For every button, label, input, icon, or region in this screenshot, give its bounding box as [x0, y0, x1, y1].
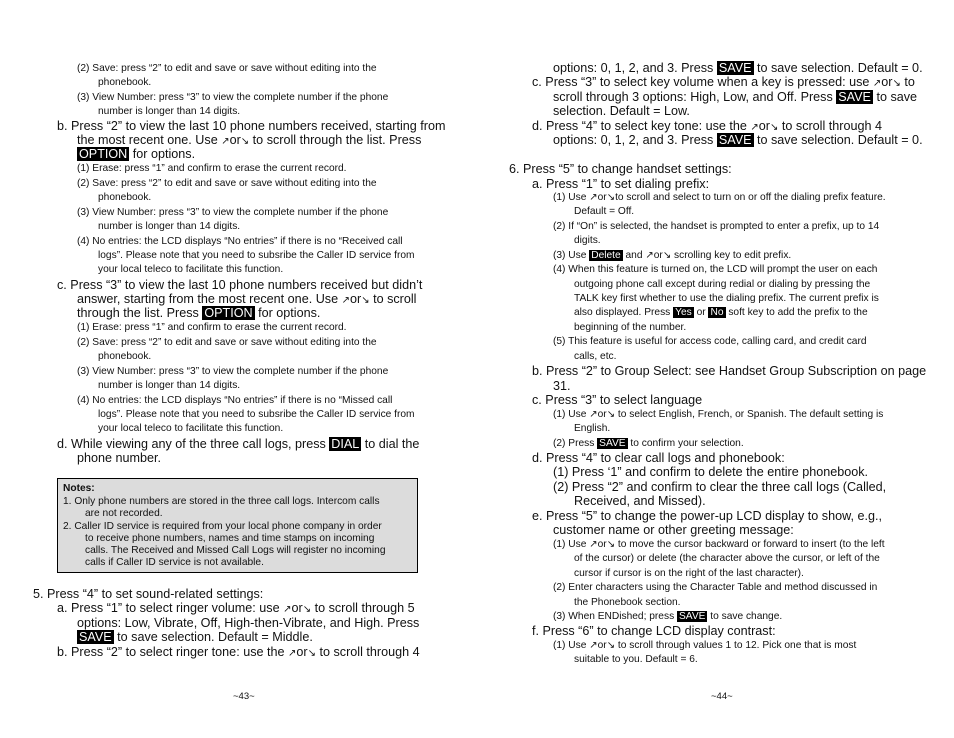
text-line: suitable to you. Default = 6.: [574, 654, 698, 665]
text-line: 6. Press “5” to change handset settings:: [509, 162, 732, 176]
option-key: OPTION: [79, 147, 128, 161]
text-line: Default = Off.: [574, 206, 635, 217]
down-arrow-icon: ↘: [606, 192, 616, 203]
text-line: (1) Use ↗or↘to scroll and select to turn on or off the dialing prefix feature.: [553, 192, 886, 203]
text-line: SAVE to save selection. Default = Middle.: [79, 630, 313, 644]
text-line: c. Press “3” to select language: [532, 393, 703, 407]
text-line: phonebook.: [98, 192, 152, 203]
text-line: (2) Save: press “2” to edit and save or save without editing into the: [77, 337, 377, 348]
yes-key: Yes: [675, 307, 692, 318]
text-line: (1) Press ‘1” and confirm to delete the entire phonebook.: [553, 465, 869, 479]
text-line: options: 0, 1, 2, and 3. Press SAVE to save selection. Default = 0.: [553, 133, 923, 147]
notes-box: [57, 478, 418, 573]
text-line: f. Press “6” to change LCD display contrast:: [532, 624, 776, 638]
text-line: 31.: [553, 379, 571, 393]
text-line: (2) Press “2” and confirm to clear the three call logs (Called,: [553, 480, 887, 494]
down-arrow-icon: ↘: [662, 250, 672, 261]
text-line: Received, and Missed).: [574, 494, 706, 508]
text-line: phonebook.: [98, 351, 152, 362]
text-line: (4) When this feature is turned on, the LCD will prompt the user on each: [553, 264, 878, 275]
note-line: 1. Only phone numbers are stored in the three call logs. Intercom calls: [63, 496, 380, 507]
text-line: calls, etc.: [574, 351, 617, 362]
text-line: phone number.: [77, 451, 162, 465]
text-line: the Phonebook section.: [574, 597, 681, 608]
text-line: c. Press “3” to select key volume when a key is pressed: use ↗or↘ to: [532, 75, 915, 89]
text-line: TALK key first whether to use the dialing prefix. The current prefix is: [574, 293, 879, 304]
up-arrow-icon: ↗: [221, 136, 230, 147]
option-key: OPTION: [204, 306, 253, 320]
text-line: cursor if cursor is on the right of the last character).: [574, 568, 804, 579]
text-line: b. Press “2” to Group Select: see Handset Group Subscription on page: [532, 364, 927, 378]
text-line: phonebook.: [98, 77, 152, 88]
up-arrow-icon: ↗: [283, 604, 292, 615]
down-arrow-icon: ↘: [606, 409, 616, 420]
text-line: d. While viewing any of the three call logs, press DIAL to dial the: [57, 437, 420, 451]
up-arrow-icon: ↗: [589, 192, 598, 203]
text-line: (1) Use ↗or↘ to select English, French, or Spanish. The default setting is: [553, 409, 884, 420]
note-line: calls. The Received and Missed Call Logs will register no incoming: [85, 545, 386, 556]
text-line: through the list. Press OPTION for options.: [77, 306, 321, 320]
text-line: selection. Default = Low.: [553, 104, 690, 118]
text-line: beginning of the number.: [574, 322, 687, 333]
page-number: ~43~: [233, 691, 255, 702]
save-key: SAVE: [718, 133, 752, 147]
delete-key: Delete: [591, 250, 621, 261]
text-line: (2) If “On” is selected, the handset is prompted to enter a prefix, up to 14: [553, 221, 880, 232]
text-line: (1) Erase: press “1” and confirm to erase the current record.: [77, 322, 347, 333]
save-key: SAVE: [838, 90, 871, 104]
save-key: SAVE: [718, 61, 752, 75]
text-line: (3) Use Delete and ↗or↘ scrolling key to edit prefix.: [553, 250, 792, 261]
down-arrow-icon: ↘: [770, 122, 779, 133]
up-arrow-icon: ↗: [645, 250, 654, 261]
down-arrow-icon: ↘: [307, 648, 316, 659]
text-line: logs”. Please note that you need to subsribe the Caller ID service from: [98, 250, 415, 261]
text-line: (1) Erase: press “1” and confirm to erase the current record.: [77, 163, 347, 174]
text-line: number is longer than 14 digits.: [98, 380, 241, 391]
up-arrow-icon: ↗: [589, 539, 598, 550]
up-arrow-icon: ↗: [750, 122, 759, 133]
down-arrow-icon: ↘: [240, 136, 250, 147]
text-line: (1) Use ↗or↘ to scroll through values 1 to 12. Pick one that is most: [553, 640, 857, 651]
down-arrow-icon: ↘: [361, 295, 370, 306]
note-line: 2. Caller ID service is required from your local phone company in order: [63, 521, 382, 532]
note-line: are not recorded.: [85, 508, 163, 519]
text-line: the most recent one. Use ↗or↘ to scroll through the list. Press: [77, 133, 422, 147]
text-line: outgoing phone call except during redial or dialing by pressing the: [574, 279, 871, 290]
down-arrow-icon: ↘: [892, 78, 901, 89]
up-arrow-icon: ↗: [872, 78, 882, 89]
notes-title: Notes:: [63, 483, 95, 494]
note-line: to receive phone numbers, names and time stamps on incoming: [85, 533, 375, 544]
text-line: (3) View Number: press “3” to view the complete number if the phone: [77, 92, 389, 103]
text-line: b. Press “2” to view the last 10 phone numbers received, starting from: [57, 119, 446, 133]
down-arrow-icon: ↘: [302, 604, 312, 615]
text-line: customer name or other greeting message:: [553, 523, 794, 537]
text-line: English.: [574, 423, 611, 434]
up-arrow-icon: ↗: [589, 640, 598, 651]
text-line: number is longer than 14 digits.: [98, 221, 241, 232]
text-line: d. Press “4” to select key tone: use the ↗or↘ to scroll through 4: [532, 119, 882, 133]
text-line: a. Press “1” to select ringer volume: use ↗or↘ to scroll through 5: [57, 601, 415, 615]
no-key: No: [710, 307, 724, 318]
page-number: ~44~: [711, 691, 733, 702]
text-line: your local teleco to facilitate this function.: [98, 423, 284, 434]
text-line: e. Press “5” to change the power-up LCD display to show, e.g.,: [532, 509, 883, 523]
text-line: number is longer than 14 digits.: [98, 106, 241, 117]
text-line: options: 0, 1, 2, and 3. Press SAVE to save selection. Default = 0.: [553, 61, 923, 75]
text-line: (3) View Number: press “3” to view the complete number if the phone: [77, 207, 389, 218]
save-key: SAVE: [679, 611, 706, 622]
text-line: (3) View Number: press “3” to view the complete number if the phone: [77, 366, 389, 377]
text-line: (2) Enter characters using the Character Table and method discussed in: [553, 582, 878, 593]
text-line: (4) No entries: the LCD displays “No entries” if there is no “Received call: [77, 236, 403, 247]
up-arrow-icon: ↗: [288, 648, 297, 659]
text-line: (2) Save: press “2” to edit and save or save without editing into the: [77, 178, 377, 189]
text-line: d. Press “4” to clear call logs and phonebook:: [532, 451, 785, 465]
text-line: a. Press “1” to set dialing prefix:: [532, 177, 710, 191]
text-line: (2) Save: press “2” to edit and save or save without editing into the: [77, 63, 377, 74]
save-key: SAVE: [599, 438, 626, 449]
save-key: SAVE: [79, 630, 112, 644]
dial-key: DIAL: [331, 437, 360, 451]
text-line: options: Low, Vibrate, Off, High-then-Vibrate, and High. Press: [77, 616, 420, 630]
up-arrow-icon: ↗: [589, 409, 598, 420]
text-line: (4) No entries: the LCD displays “No entries” if there is no “Missed call: [77, 395, 393, 406]
text-line: (1) Use ↗or↘ to move the cursor backward or forward to insert (to the left: [553, 539, 885, 550]
text-line: 5. Press “4” to set sound-related settings:: [33, 587, 264, 601]
text-line: your local teleco to facilitate this function.: [98, 264, 284, 275]
up-arrow-icon: ↗: [341, 295, 350, 306]
text-line: b. Press “2” to select ringer tone: use the ↗or↘ to scroll through 4: [57, 645, 420, 659]
text-line: OPTION for options.: [79, 147, 196, 161]
text-line: (5) This feature is useful for access code, calling card, and credit card: [553, 336, 867, 347]
text-line: of the cursor) or delete (the character above the cursor, or left of the: [574, 553, 880, 564]
text-line: scroll through 3 options: High, Low, and Off. Press SAVE to save: [553, 90, 918, 104]
down-arrow-icon: ↘: [606, 640, 616, 651]
note-line: calls if Caller ID service is not available.: [85, 557, 264, 568]
text-line: logs”. Please note that you need to subsribe the Caller ID service from: [98, 409, 415, 420]
text-line: (2) Press SAVE to confirm your selection.: [553, 438, 744, 449]
text-line: (3) When ENDished; press SAVE to save change.: [553, 611, 783, 622]
down-arrow-icon: ↘: [606, 539, 616, 550]
text-line: digits.: [574, 235, 601, 246]
text-line: also displayed. Press Yes or No soft key to add the prefix to the: [574, 307, 868, 318]
text-line: c. Press “3” to view the last 10 phone numbers received but didn’t: [57, 278, 423, 292]
text-line: answer, starting from the most recent one. Use ↗or↘ to scroll: [77, 292, 417, 306]
